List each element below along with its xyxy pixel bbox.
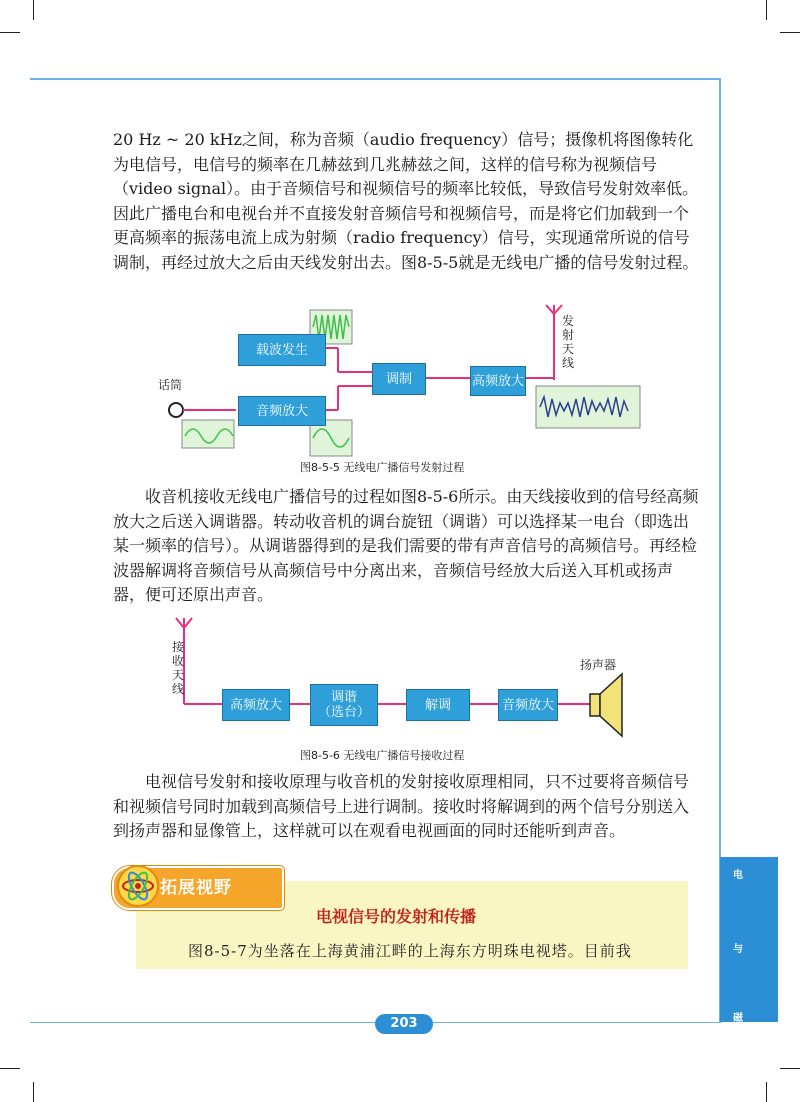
side-tab-char: 与 xyxy=(733,944,743,955)
demodulator-box: 解调 xyxy=(406,689,470,721)
audio-amplifier-box: 音频放大 xyxy=(238,396,326,426)
chapter-side-tab xyxy=(720,857,778,1022)
crop-mark xyxy=(33,1082,34,1102)
crop-mark xyxy=(766,0,767,20)
paragraph-radio-receive: 收音机接收无线电广播信号的过程如图8-5-6所示。由天线接收到的信号经高频放大之后送入调谐器。转动收音机的调台旋钮（调谐）可以选择某一电台（即选出某一频率的信号）。从调谐器得到的是我们需要的带有声音信号的高频信号。再经检波器解调将音频信号从高频信号中分离出来，音频信号经放大后送入耳机或扬声器，便可还原出声音。 xyxy=(113,487,699,604)
crop-mark xyxy=(33,0,34,20)
paragraph-tv-signal: 电视信号发射和接收原理与收音机的发射接收原理相同，只不过要将音频信号和视频信号同时加载到高频信号上进行调制。接收时将解调到的两个信号分别送入到扬声器和显像管上，这样就可以在观看电视画面的同时还能听到声音。 xyxy=(113,772,690,840)
transmission-diagram xyxy=(150,300,650,460)
reception-diagram-lines xyxy=(170,610,650,750)
paragraph-audio-video: 20 Hz ~ 20 kHz之间，称为音频（audio frequency）信号；摄像机将图像转化为电信号，电信号的频率在几赫兹到几兆赫兹之间，这样的信号称为视频信号（video signal）。由于音频信号和视频信号的频率比较低，导致信号发射效率低。因此广播电台和电视台并不直接发射音频信号和视频信号，而是将它们加载到一个更高频率的振荡电流上成为射频（radio frequency）信号，实现通常所说的信号调制，再经过放大之后由天线发射出去。图8-5-5就是无线电广播的信号发射过程。 xyxy=(113,130,699,272)
receiver-hf-amplifier-box: 高频放大 xyxy=(222,689,290,721)
side-tab-char: 电 xyxy=(733,870,743,881)
figure-caption-8-5-5: 图8-5-5 无线电广播信号发射过程 xyxy=(300,461,465,474)
transmit-antenna-label: 发射天线 xyxy=(562,314,575,370)
crop-mark xyxy=(766,1082,767,1102)
side-tab-char: 磁 xyxy=(733,1013,743,1024)
crop-mark xyxy=(780,1068,800,1069)
carrier-generator-box: 载波发生 xyxy=(238,334,326,366)
extension-heading: 电视信号的发射和传播 xyxy=(316,907,477,926)
atom-icon xyxy=(116,864,160,908)
crop-mark xyxy=(0,1068,20,1069)
speaker-label: 扬声器 xyxy=(580,658,617,672)
tuner-box xyxy=(310,684,378,726)
figure-caption-8-5-6: 图8-5-6 无线电广播信号接收过程 xyxy=(300,749,465,762)
receive-antenna-label: 接收天线 xyxy=(172,640,185,696)
modulator-box: 调制 xyxy=(372,363,426,395)
receiver-audio-amplifier-box: 音频放大 xyxy=(498,689,558,721)
extension-body: 图8-5-7为坐落在上海黄浦江畔的上海东方明珠电视塔。目前我 xyxy=(188,942,632,960)
tuner-sublabel: （选台） xyxy=(317,705,370,720)
extension-badge-title: 拓展视野 xyxy=(160,878,232,898)
crop-mark xyxy=(0,32,20,33)
reception-diagram xyxy=(170,610,650,750)
page-number: 203 xyxy=(390,1016,418,1031)
tuner-label: 调谐 xyxy=(330,690,357,705)
crop-mark xyxy=(780,32,800,33)
microphone-label: 话筒 xyxy=(158,378,183,392)
hf-amplifier-box: 高频放大 xyxy=(470,366,526,396)
page-frame-top xyxy=(30,78,720,80)
